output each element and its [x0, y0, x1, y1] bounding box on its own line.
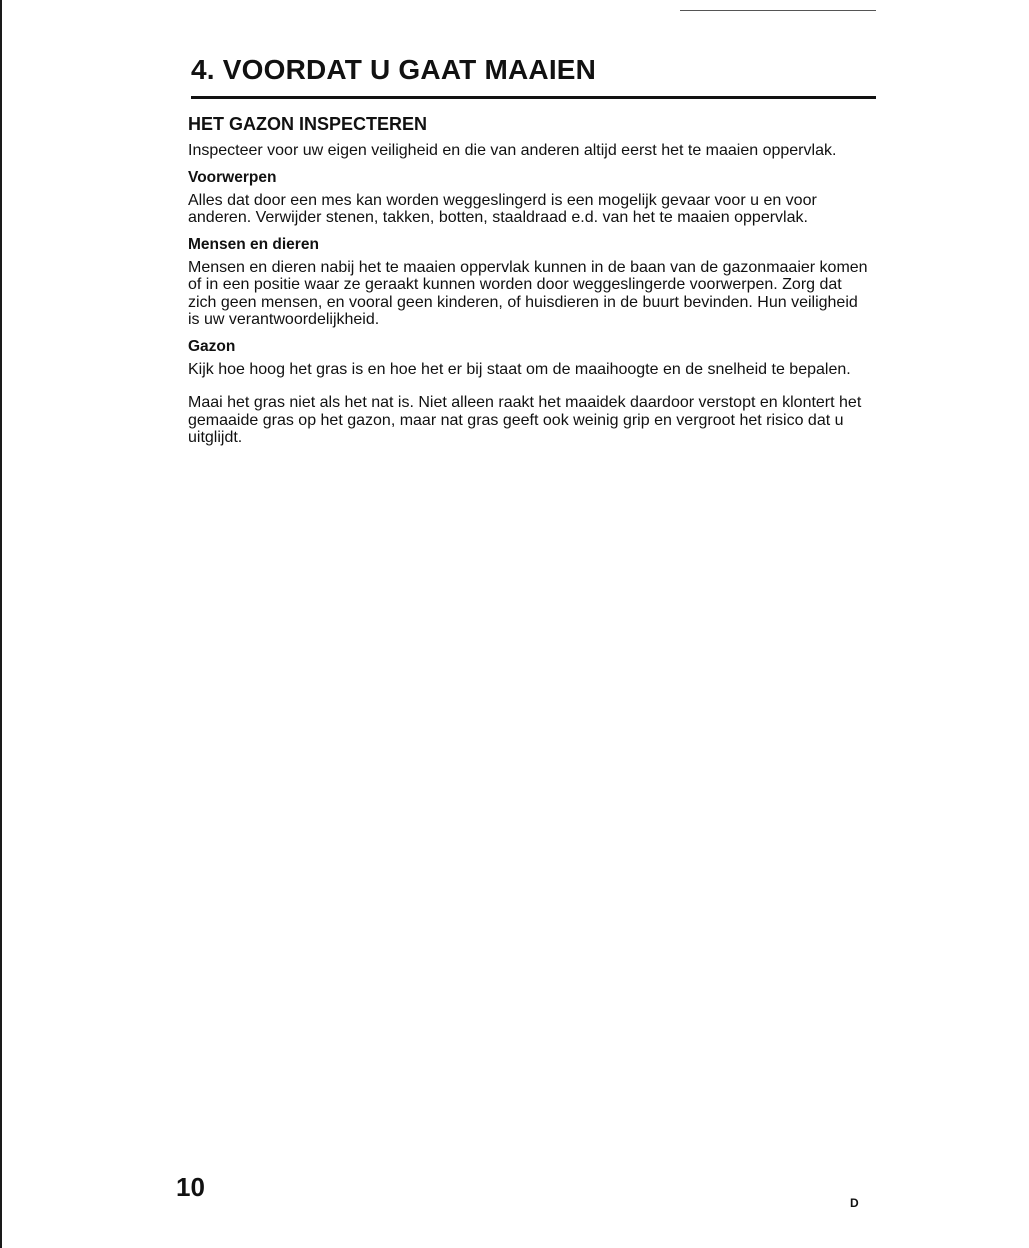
voorwerpen-paragraph: Alles dat door een mes kan worden weggeslingerd is een mogelijk gevaar voor u en voor anderen. Verwijder stenen, takken, botten, staaldraad e.d. van het te maaien oppervlak.: [188, 191, 817, 226]
chapter-title: 4. VOORDAT U GAAT MAAIEN: [191, 54, 597, 85]
language-code: D: [850, 1196, 859, 1210]
subsection-heading-voorwerpen: Voorwerpen: [188, 168, 277, 186]
mensen-en-dieren-paragraph: Mensen en dieren nabij het te maaien oppervlak kunnen in de baan van de gazonmaaier komen of in een positie waar ze geraakt kunnen worden door weggeslingerde voorwerpen. Zorg dat zich geen mensen, en vooral geen kinderen, of huisdieren in de buurt bevinden. Hun veiligheid is uw verantwoordelijkheid.: [188, 258, 868, 328]
page-left-edge: [0, 0, 2, 1248]
section-heading: HET GAZON INSPECTEREN: [188, 114, 428, 134]
subsection-heading-gazon: Gazon: [188, 337, 236, 355]
page-number: 10: [176, 1172, 205, 1202]
subsection-heading-mensen-en-dieren: Mensen en dieren: [188, 235, 319, 253]
top-rule: [680, 10, 876, 11]
section-intro: Inspecteer voor uw eigen veiligheid en die van anderen altijd eerst het te maaien oppervlak.: [188, 142, 837, 159]
gazon-paragraph-2: Maai het gras niet als het nat is. Niet alleen raakt het maaidek daardoor verstopt en klontert het gemaaide gras op het gazon, maar nat gras geeft ook weinig grip en vergroot het risico dat u uitglijdt.: [188, 394, 862, 446]
gazon-paragraph-1: Kijk hoe hoog het gras is en hoe het er bij staat om de maaihoogte en de snelheid te bepalen.: [188, 360, 851, 378]
page-content: [188, 112, 868, 455]
title-rule: [191, 96, 876, 99]
